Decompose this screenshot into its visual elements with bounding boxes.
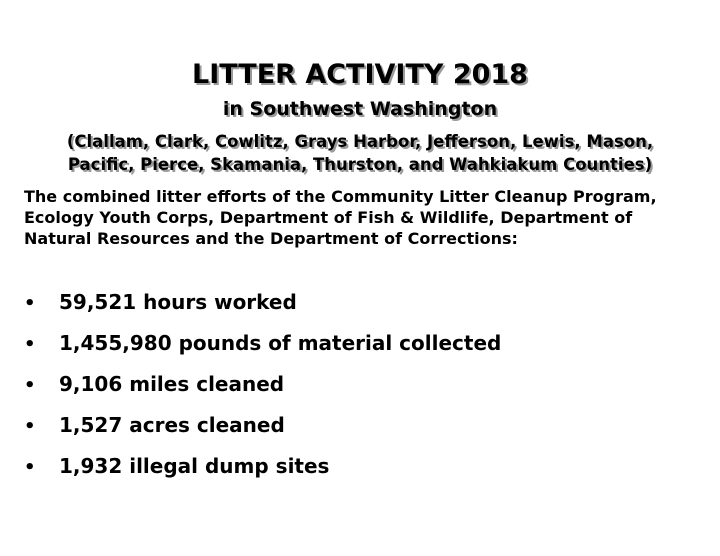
slide-subtitle: in Southwest Washington bbox=[222, 98, 498, 120]
stats-list bbox=[24, 287, 704, 492]
list-item bbox=[24, 410, 704, 451]
bullet-icon: • bbox=[24, 416, 36, 437]
counties-line-1: (Clallam, Clark, Cowlitz, Grays Harbor, Jefferson, Lewis, Mason, bbox=[66, 132, 654, 151]
counties-line-2: Pacific, Pierce, Skamania, Thurston, and Wahkiakum Counties) bbox=[67, 155, 653, 174]
intro-paragraph: The combined litter efforts of the Community Litter Cleanup Program, Ecology Youth Corps, Department of Fish & Wildlife, Department of Natural Resources and the Department of Corrections: bbox=[24, 187, 657, 248]
list-item bbox=[24, 369, 704, 410]
stat-pounds-collected: 1,455,980 pounds of material collected bbox=[59, 331, 502, 355]
list-item bbox=[24, 451, 704, 492]
stat-miles-cleaned: 9,106 miles cleaned bbox=[59, 372, 285, 396]
bullet-icon: • bbox=[24, 375, 36, 396]
slide-title: LITTER ACTIVITY 2018 bbox=[192, 59, 528, 90]
list-item bbox=[24, 287, 704, 328]
stat-dump-sites: 1,932 illegal dump sites bbox=[59, 454, 330, 478]
bullet-icon: • bbox=[24, 457, 36, 478]
bullet-icon: • bbox=[24, 293, 36, 314]
counties-note bbox=[10, 130, 710, 176]
stat-acres-cleaned: 1,527 acres cleaned bbox=[59, 413, 285, 437]
bullet-icon: • bbox=[24, 334, 36, 355]
stat-hours-worked: 59,521 hours worked bbox=[59, 290, 297, 314]
list-item bbox=[24, 328, 704, 369]
